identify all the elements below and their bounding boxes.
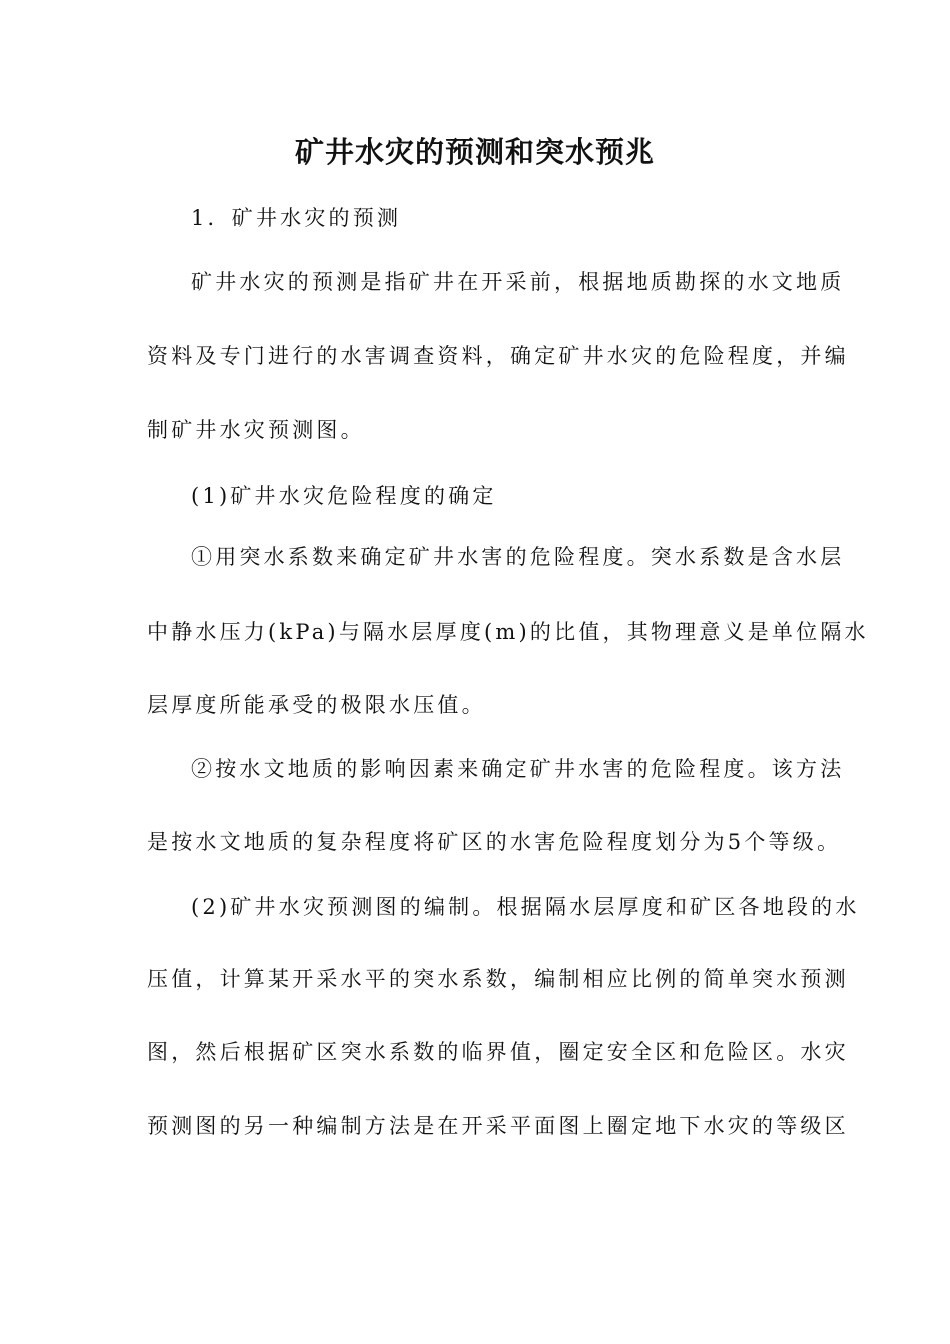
subsection-2-line-2: 压值，计算某开采水平的突水系数，编制相应比例的简单突水预测 [147, 967, 849, 991]
paragraph-1-line-3: 制矿井水灾预测图。 [147, 418, 365, 442]
item-2-line-2: 是按水文地质的复杂程度将矿区的水害危险程度划分为5个等级。 [147, 830, 842, 854]
item-1-line-2: 中静水压力(kPa)与隔水层厚度(m)的比值，其物理意义是单位隔水 [147, 620, 869, 644]
document-title: 矿井水灾的预测和突水预兆 [294, 135, 655, 169]
subsection-2-line-4: 预测图的另一种编制方法是在开采平面图上圈定地下水灾的等级区 [147, 1114, 849, 1138]
item-1-line-3: 层厚度所能承受的极限水压值。 [147, 693, 486, 717]
subsection-heading-1: (1)矿井水灾危险程度的确定 [191, 484, 497, 508]
section-heading-1: 1．矿井水灾的预测 [191, 206, 402, 230]
paragraph-1-line-1: 矿井水灾的预测是指矿井在开采前，根据地质勘探的水文地质 [191, 270, 845, 294]
paragraph-1-line-2: 资料及专门进行的水害调查资料，确定矿井水灾的危险程度，并编 [147, 344, 849, 368]
subsection-2-line-3: 图，然后根据矿区突水系数的临界值，圈定安全区和危险区。水灾 [147, 1040, 849, 1064]
item-1-line-1: ①用突水系数来确定矿井水害的危险程度。突水系数是含水层 [191, 545, 845, 569]
subsection-2-line-1: (2)矿井水灾预测图的编制。根据隔水层厚度和矿区各地段的水 [191, 895, 860, 919]
item-2-line-1: ②按水文地质的影响因素来确定矿井水害的危险程度。该方法 [191, 757, 845, 781]
